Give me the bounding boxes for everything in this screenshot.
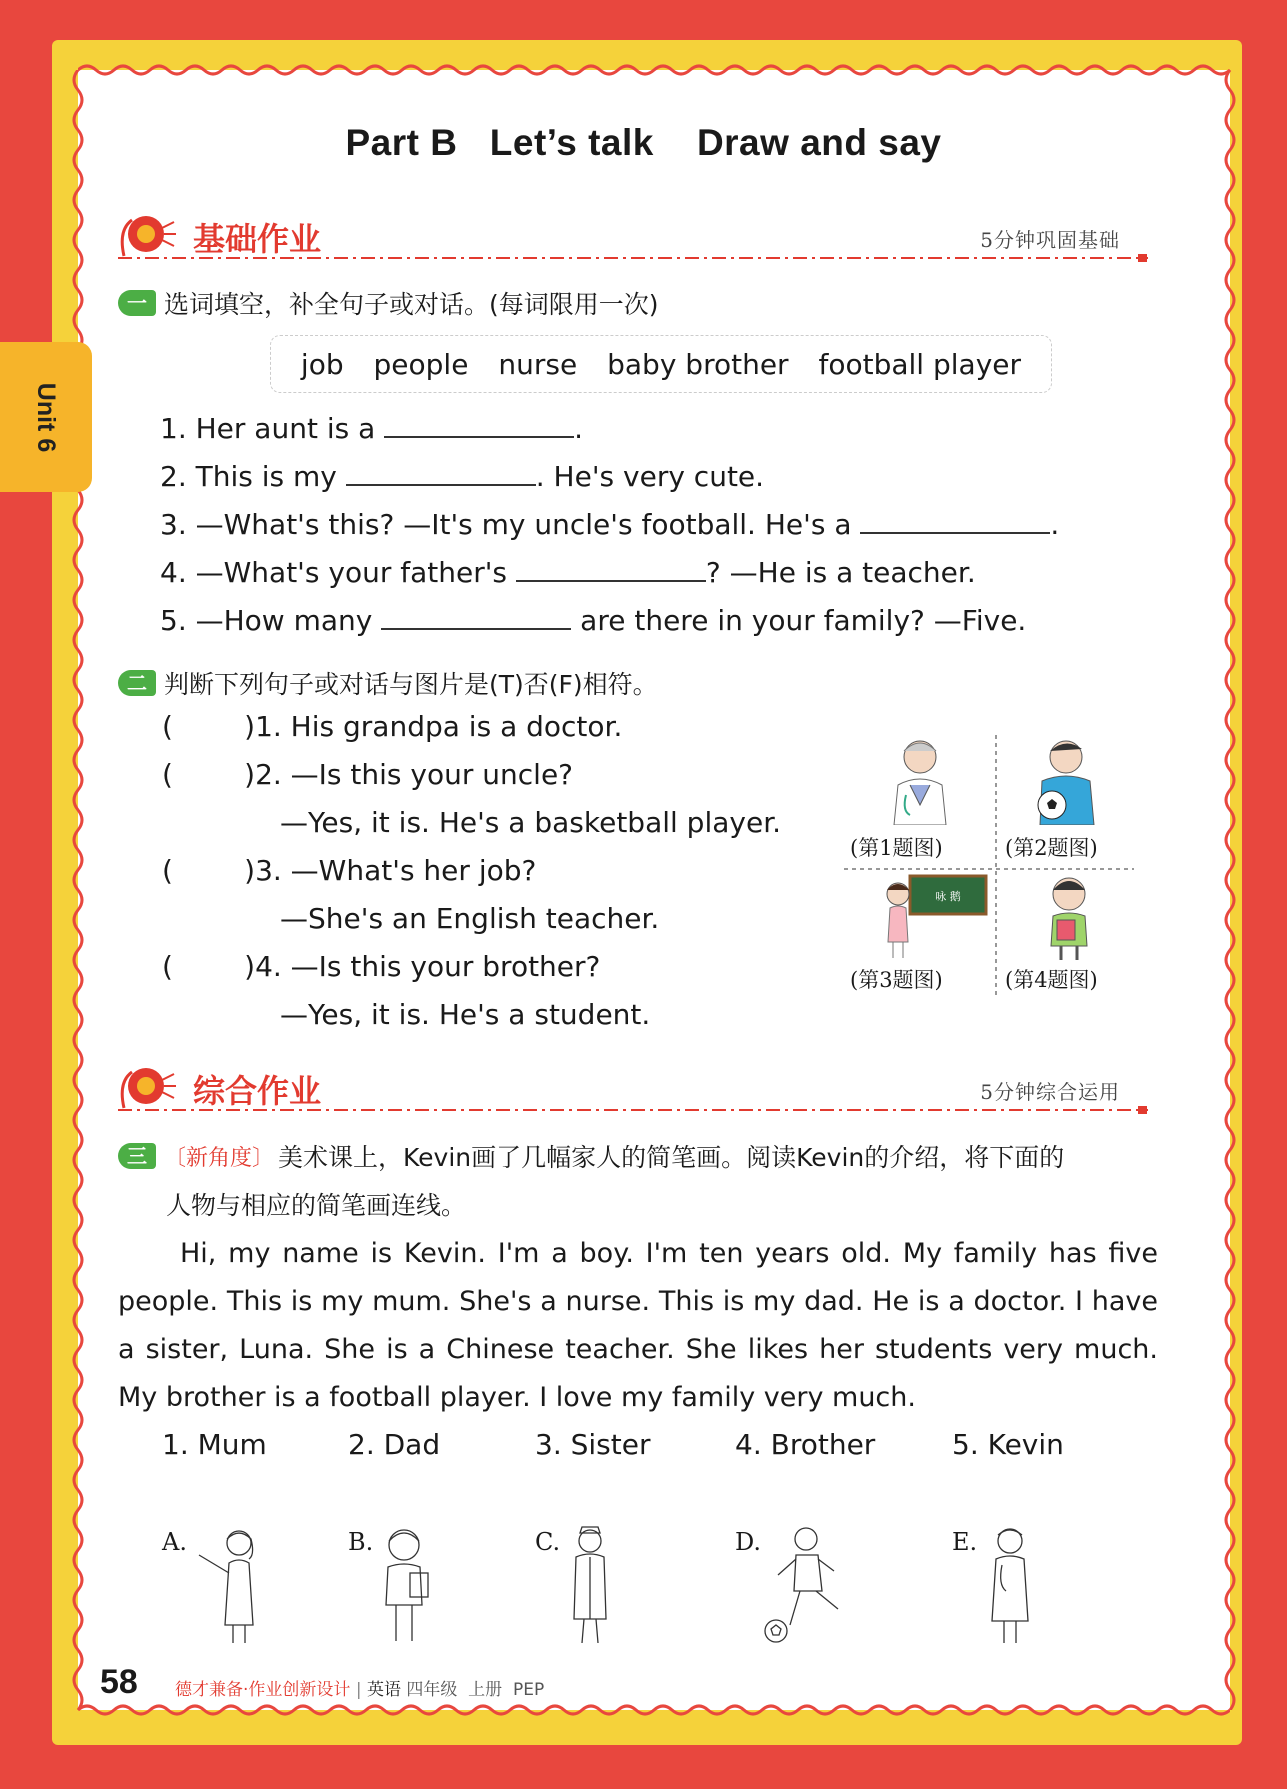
item-text: 2. This is my xyxy=(160,460,346,493)
question-instruction: 判断下列句子或对话与图片是(T)否(F)相符。 xyxy=(164,670,658,699)
item-text: . xyxy=(574,412,584,445)
match-name[interactable]: 3. Sister xyxy=(535,1428,651,1461)
match-name[interactable]: 1. Mum xyxy=(162,1428,267,1461)
match-name[interactable]: 5. Kevin xyxy=(952,1428,1064,1461)
item-text: 4. —Is this your brother? xyxy=(255,950,601,983)
boy-football-image xyxy=(1022,735,1112,825)
answer-paren[interactable]: ( ) xyxy=(162,710,256,743)
answer-blank[interactable] xyxy=(384,410,574,438)
doctor-grandpa-image xyxy=(880,735,960,825)
match-option-label: B. xyxy=(348,1528,374,1556)
item-text: 3. —What's this? —It's my uncle's football. He's a xyxy=(160,508,861,541)
question-number: 三 xyxy=(118,1143,156,1169)
board-text: 咏 鹅 xyxy=(935,890,961,903)
tf-item-reply: —Yes, it is. He's a student. xyxy=(280,998,651,1031)
fill-blank-item xyxy=(160,602,1026,637)
student-boy-image xyxy=(1035,872,1105,962)
passage-line: a sister, Luna. She is a Chinese teacher. She likes her students very much. xyxy=(118,1334,1158,1365)
tf-item xyxy=(162,950,600,983)
football-player-drawing[interactable] xyxy=(760,1525,860,1645)
passage-line: Hi, my name is Kevin. I'm a boy. I'm ten years old. My family has five xyxy=(180,1238,1158,1269)
answer-paren[interactable]: ( ) xyxy=(162,758,256,791)
unit-tab xyxy=(0,342,92,492)
item-text: . He's very cute. xyxy=(535,460,765,493)
page-title: Part B Let’s talk Draw and say xyxy=(345,122,942,163)
question-2-header xyxy=(118,665,658,701)
tf-item xyxy=(162,758,573,791)
item-text: 3. —What's her job? xyxy=(255,854,537,887)
question-1-header xyxy=(118,285,659,321)
item-text: 1. His grandpa is a doctor. xyxy=(255,710,623,743)
match-option-label: D. xyxy=(735,1528,762,1556)
answer-blank[interactable] xyxy=(516,554,706,582)
fill-blank-item xyxy=(160,458,764,493)
match-name[interactable]: 4. Brother xyxy=(735,1428,876,1461)
section-comprehensive-header xyxy=(118,1062,1160,1114)
item-text: are there in your family? —Five. xyxy=(571,604,1027,637)
footer-grade: 四年级 上册 PEP xyxy=(406,1680,545,1700)
match-option-label: C. xyxy=(535,1528,561,1556)
section-divider xyxy=(118,254,1160,262)
reading-passage xyxy=(118,1230,1158,1422)
section-time: 5分钟综合运用 xyxy=(980,1080,1120,1104)
question-instruction-cont: 人物与相应的简笔画连线。 xyxy=(166,1191,467,1220)
nurse-drawing[interactable] xyxy=(560,1525,620,1645)
item-text: . xyxy=(1050,508,1060,541)
passage-line: My brother is a football player. I love my family very much. xyxy=(118,1382,916,1413)
section-title: 综合作业 xyxy=(193,1072,322,1110)
answer-blank[interactable] xyxy=(381,602,571,630)
section-basic-header xyxy=(118,210,1160,262)
match-option-label: A. xyxy=(162,1528,187,1556)
section-time: 5分钟巩固基础 xyxy=(980,228,1120,252)
footer-brand xyxy=(175,1675,544,1700)
figure-caption: (第4题图) xyxy=(1005,968,1098,992)
figure-caption: (第3题图) xyxy=(850,968,943,992)
page-number: 58 xyxy=(100,1663,138,1701)
doctor-drawing[interactable] xyxy=(980,1525,1040,1645)
question-number: 一 xyxy=(118,290,156,316)
new-angle-tag: 〔新角度〕 xyxy=(164,1145,275,1171)
question-instruction: 美术课上，Kevin画了几幅家人的简笔画。阅读Kevin的介绍，将下面的 xyxy=(278,1143,1065,1172)
item-text: ? —He is a teacher. xyxy=(705,556,976,589)
boy-student-drawing[interactable] xyxy=(370,1525,440,1645)
question-3-header xyxy=(118,1138,1064,1174)
item-text: 2. —Is this your uncle? xyxy=(255,758,574,791)
tf-item-reply: —Yes, it is. He's a basketball player. xyxy=(280,806,782,839)
section-title: 基础作业 xyxy=(193,220,322,258)
item-text: 4. —What's your father's xyxy=(160,556,516,589)
fill-blank-item xyxy=(160,554,976,589)
match-name[interactable]: 2. Dad xyxy=(348,1428,441,1461)
fill-blank-item xyxy=(160,506,1059,541)
item-text: 5. —How many xyxy=(160,604,382,637)
section-divider xyxy=(118,1106,1160,1114)
tf-item-reply: —She's an English teacher. xyxy=(280,902,660,935)
word-bank-item: football player xyxy=(818,347,1022,381)
figure-caption: (第2题图) xyxy=(1005,836,1098,860)
question-number: 二 xyxy=(118,670,156,696)
footer-subject: 英语 xyxy=(366,1680,401,1700)
word-bank-item: people xyxy=(373,347,469,381)
item-text: 1. Her aunt is a xyxy=(160,412,385,445)
match-option-label: E. xyxy=(952,1528,978,1556)
answer-blank[interactable] xyxy=(860,506,1050,534)
word-bank-item: job xyxy=(300,347,344,381)
tf-item xyxy=(162,854,536,887)
fill-blank-item xyxy=(160,410,583,445)
question-instruction: 选词填空，补全句子或对话。(每词限用一次) xyxy=(164,290,659,319)
answer-paren[interactable]: ( ) xyxy=(162,950,256,983)
word-bank-item: nurse xyxy=(498,347,578,381)
footer-separator: | xyxy=(355,1680,362,1700)
unit-tab-label: Unit 6 xyxy=(32,382,61,452)
figure-caption: (第1题图) xyxy=(850,836,943,860)
word-bank xyxy=(270,335,1052,393)
answer-blank[interactable] xyxy=(346,458,536,486)
footer-brand-name: 德才兼备·作业创新设计 xyxy=(175,1680,351,1700)
tf-item xyxy=(162,710,622,743)
passage-line: people. This is my mum. She's a nurse. This is my dad. He is a doctor. I have xyxy=(118,1286,1158,1317)
teacher-pointer-drawing[interactable] xyxy=(195,1525,275,1645)
teacher-blackboard-image xyxy=(880,872,990,962)
answer-paren[interactable]: ( ) xyxy=(162,854,256,887)
word-bank-item: baby brother xyxy=(607,347,789,381)
